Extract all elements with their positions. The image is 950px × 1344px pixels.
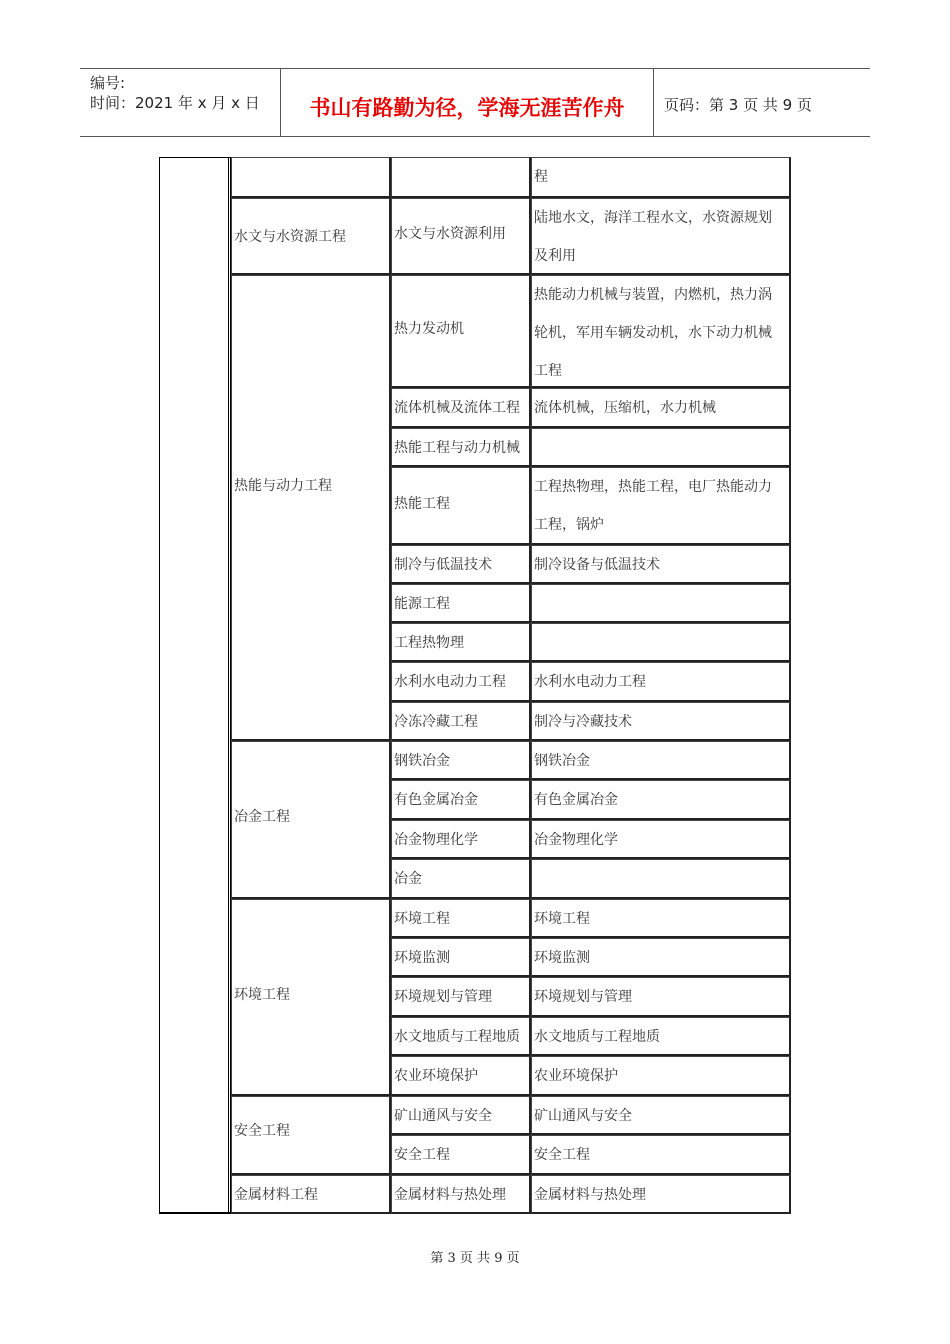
page-footer: 第 3 页 共 9 页 [430, 1251, 520, 1266]
page-info: 页码：第 3 页 共 9 页 [664, 96, 812, 114]
header-page-cell [654, 69, 870, 136]
table-cell-specialty [391, 702, 531, 741]
table-cell-specialty [391, 1056, 531, 1096]
content-text: 及利用 [534, 248, 576, 264]
table-column-divider [228, 157, 229, 1214]
table-cell-specialty [391, 545, 531, 584]
table-cell-specialty [391, 428, 531, 467]
major-name: 金属材料工程 [234, 1187, 318, 1203]
motto-text: 书山有路勤为径，学海无涯苦作舟 [309, 96, 625, 120]
table-cell-content [531, 1056, 791, 1096]
table-cell-specialty [391, 899, 531, 938]
specialty-name: 有色金属冶金 [394, 792, 478, 808]
table-cell-specialty [391, 741, 531, 780]
header-meta [80, 69, 281, 136]
specialty-name: 安全工程 [394, 1147, 450, 1163]
specialty-name: 环境规划与管理 [394, 989, 492, 1005]
table-cell-specialty [391, 198, 531, 275]
table-cell-major [231, 275, 391, 741]
table-cell-content [531, 780, 791, 820]
table-cell-content [531, 584, 791, 623]
content-text: 制冷与冷藏技术 [534, 714, 632, 730]
table-cell-specialty [391, 662, 531, 702]
table-cell-specialty [391, 1096, 531, 1135]
table-cell-specialty [391, 275, 531, 388]
content-text: 轮机，军用车辆发动机，水下动力机械 [534, 325, 772, 341]
specialty-name: 水利水电动力工程 [394, 674, 506, 690]
specialty-name: 热能工程与动力机械 [394, 440, 520, 456]
table-cell-content [531, 662, 791, 702]
table-cell-major [231, 899, 391, 1096]
specialty-name: 环境工程 [394, 911, 450, 927]
specialty-name: 能源工程 [394, 596, 450, 612]
table-cell-content [531, 428, 791, 467]
content-text: 制冷设备与低温技术 [534, 557, 660, 573]
major-name: 冶金工程 [234, 809, 290, 825]
table-cell-specialty [391, 1135, 531, 1175]
table-cell-specialty [391, 1017, 531, 1056]
specialty-name: 冶金物理化学 [394, 832, 478, 848]
table-cell-content [531, 820, 791, 859]
table-cell-content [531, 741, 791, 780]
table-cell-specialty [391, 157, 531, 198]
content-text: 冶金物理化学 [534, 832, 618, 848]
specialty-name: 热力发动机 [394, 321, 464, 337]
table-cell-content [531, 623, 791, 662]
content-text: 矿山通风与安全 [534, 1108, 632, 1124]
table-cell-content [531, 198, 791, 275]
content-text: 金属材料与热处理 [534, 1187, 646, 1203]
table-cell-content [531, 1017, 791, 1056]
major-name: 环境工程 [234, 987, 290, 1003]
table-cell-specialty [391, 584, 531, 623]
content-text: 工程热物理，热能工程，电厂热能动力 [534, 479, 772, 495]
header-motto-cell [281, 69, 654, 136]
content-text: 农业环境保护 [534, 1068, 618, 1084]
major-name: 水文与水资源工程 [234, 229, 346, 245]
specialty-name: 流体机械及流体工程 [394, 400, 520, 416]
table-cell-major [231, 157, 391, 198]
table-cell-specialty [391, 938, 531, 977]
content-text: 安全工程 [534, 1147, 590, 1163]
document-number-label: 编号: [90, 74, 126, 92]
table-cell-specialty [391, 977, 531, 1017]
major-name: 安全工程 [234, 1123, 290, 1139]
content-text: 陆地水文，海洋工程水文，水资源规划 [534, 210, 772, 226]
content-text: 流体机械，压缩机，水力机械 [534, 400, 716, 416]
content-text: 钢铁冶金 [534, 753, 590, 769]
table-cell-specialty [391, 859, 531, 899]
specialty-name: 冶金 [394, 871, 422, 887]
table-cell-content [531, 702, 791, 741]
specialty-name: 水文与水资源利用 [394, 226, 506, 242]
document-date-label: 时间：2021 年 x 月 x 日 [90, 94, 260, 112]
table-cell-specialty [391, 1175, 531, 1214]
table-cell-content [531, 859, 791, 899]
major-name: 热能与动力工程 [234, 478, 332, 494]
table-cell-content [531, 977, 791, 1017]
table-cell-content [531, 1135, 791, 1175]
specialty-name: 环境监测 [394, 950, 450, 966]
content-text: 环境监测 [534, 950, 590, 966]
specialty-name: 冷冻冷藏工程 [394, 714, 478, 730]
content-text: 程 [534, 169, 548, 185]
content-text: 有色金属冶金 [534, 792, 618, 808]
specialty-name: 制冷与低温技术 [394, 557, 492, 573]
table-cell-major [231, 1175, 391, 1214]
table-cell-content [531, 1096, 791, 1135]
table-cell-specialty [391, 467, 531, 545]
content-text: 工程 [534, 363, 562, 379]
page-header [80, 68, 870, 137]
table-cell-major [231, 198, 391, 275]
content-text: 工程，锅炉 [534, 517, 604, 533]
table-cell-content [531, 388, 791, 428]
content-text: 水文地质与工程地质 [534, 1029, 660, 1045]
table-cell-content [531, 938, 791, 977]
table-cell-content [531, 157, 791, 198]
content-text: 环境规划与管理 [534, 989, 632, 1005]
table-cell-specialty [391, 820, 531, 859]
specialty-name: 农业环境保护 [394, 1068, 478, 1084]
content-text: 水利水电动力工程 [534, 674, 646, 690]
table-cell-specialty [391, 388, 531, 428]
specialty-name: 钢铁冶金 [394, 753, 450, 769]
specialty-name: 金属材料与热处理 [394, 1187, 506, 1203]
table-cell-content [531, 899, 791, 938]
content-text: 热能动力机械与装置，内燃机，热力涡 [534, 287, 772, 303]
table-cell-specialty [391, 623, 531, 662]
table-cell-major [231, 741, 391, 899]
specialty-name: 矿山通风与安全 [394, 1108, 492, 1124]
table-cell-major [231, 1096, 391, 1175]
table-cell-content [531, 467, 791, 545]
table-cell-content [531, 545, 791, 584]
table-cell-content [531, 275, 791, 388]
content-text: 环境工程 [534, 911, 590, 927]
specialty-name: 水文地质与工程地质 [394, 1029, 520, 1045]
specialty-name: 热能工程 [394, 496, 450, 512]
table-cell-content [531, 1175, 791, 1214]
table-cell-specialty [391, 780, 531, 820]
specialty-name: 工程热物理 [394, 635, 464, 651]
